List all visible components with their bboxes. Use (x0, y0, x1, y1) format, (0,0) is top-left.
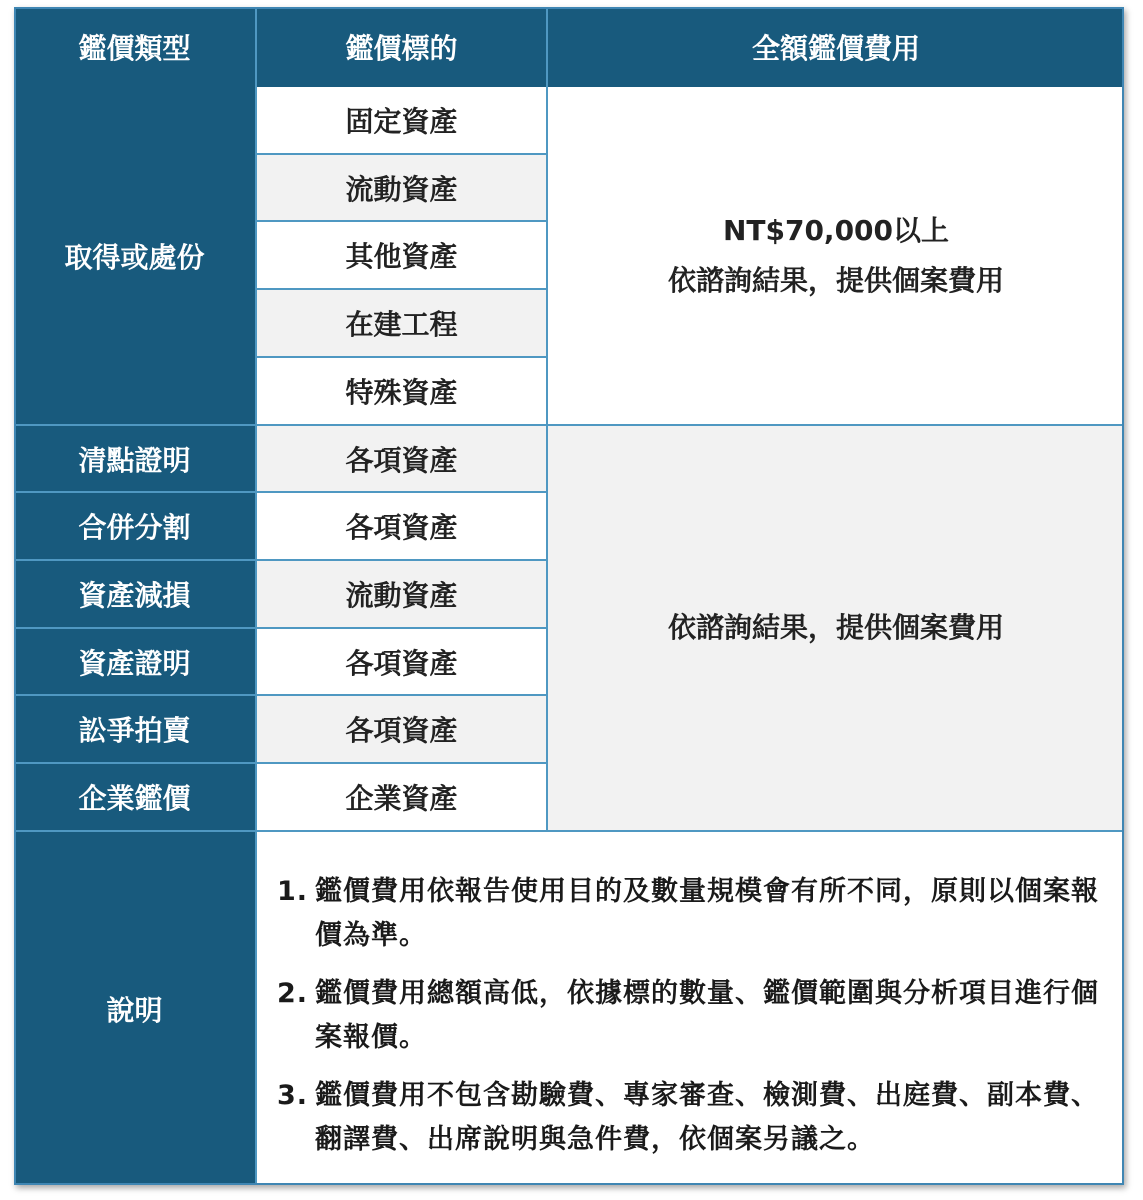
note-item-2 (277, 972, 1104, 1060)
category-acquisition: 取得或處份 (14, 87, 257, 426)
note-text: 鑑價費用依報告使用目的及數量規模會有所不同，原則以個案報價為準。 (315, 876, 1099, 951)
category-merger-split: 合併分割 (14, 493, 257, 561)
target-current-assets: 流動資產 (257, 155, 548, 222)
category-impairment: 資產減損 (14, 561, 257, 629)
note-number: 1. (277, 876, 309, 907)
fee-table (14, 7, 1124, 1185)
fee-other: 依諮詢結果，提供個案費用 (548, 426, 1124, 832)
header-target: 鑑價標的 (257, 7, 548, 87)
fee-note: 依諮詢結果，提供個案費用 (667, 263, 1004, 297)
category-notes: 說明 (14, 832, 257, 1185)
target-row-5: 各項資產 (257, 696, 548, 764)
note-text: 鑑價費用不包含勘驗費、專家審查、檢測費、出庭費、副本費、翻譯費、出席說明與急件費，依個案另議之。 (315, 1080, 1099, 1155)
note-number: 3. (277, 1080, 309, 1111)
target-row-3: 流動資產 (257, 561, 548, 629)
header-type: 鑑價類型 (14, 7, 257, 87)
category-inventory-proof: 清點證明 (14, 426, 257, 493)
note-text: 鑑價費用總額高低，依據標的數量、鑑價範圍與分析項目進行個案報價。 (315, 978, 1099, 1053)
header-fee: 全額鑑價費用 (548, 7, 1124, 87)
note-item-1 (277, 870, 1104, 958)
category-enterprise-valuation: 企業鑑價 (14, 764, 257, 832)
target-row-1: 各項資產 (257, 426, 548, 493)
fee-amount: NT$70,000以上 (722, 213, 950, 247)
target-construction: 在建工程 (257, 290, 548, 358)
target-fixed-assets: 固定資產 (257, 87, 548, 155)
notes-list (257, 832, 1124, 1185)
category-asset-proof: 資產證明 (14, 629, 257, 696)
target-other-assets: 其他資產 (257, 222, 548, 290)
category-litigation-auction: 訟爭拍賣 (14, 696, 257, 764)
note-item-3 (277, 1074, 1104, 1162)
fee-acquisition (548, 87, 1124, 426)
target-special-assets: 特殊資產 (257, 358, 548, 426)
target-row-2: 各項資產 (257, 493, 548, 561)
target-row-6: 企業資產 (257, 764, 548, 832)
target-row-4: 各項資產 (257, 629, 548, 696)
note-number: 2. (277, 978, 309, 1009)
